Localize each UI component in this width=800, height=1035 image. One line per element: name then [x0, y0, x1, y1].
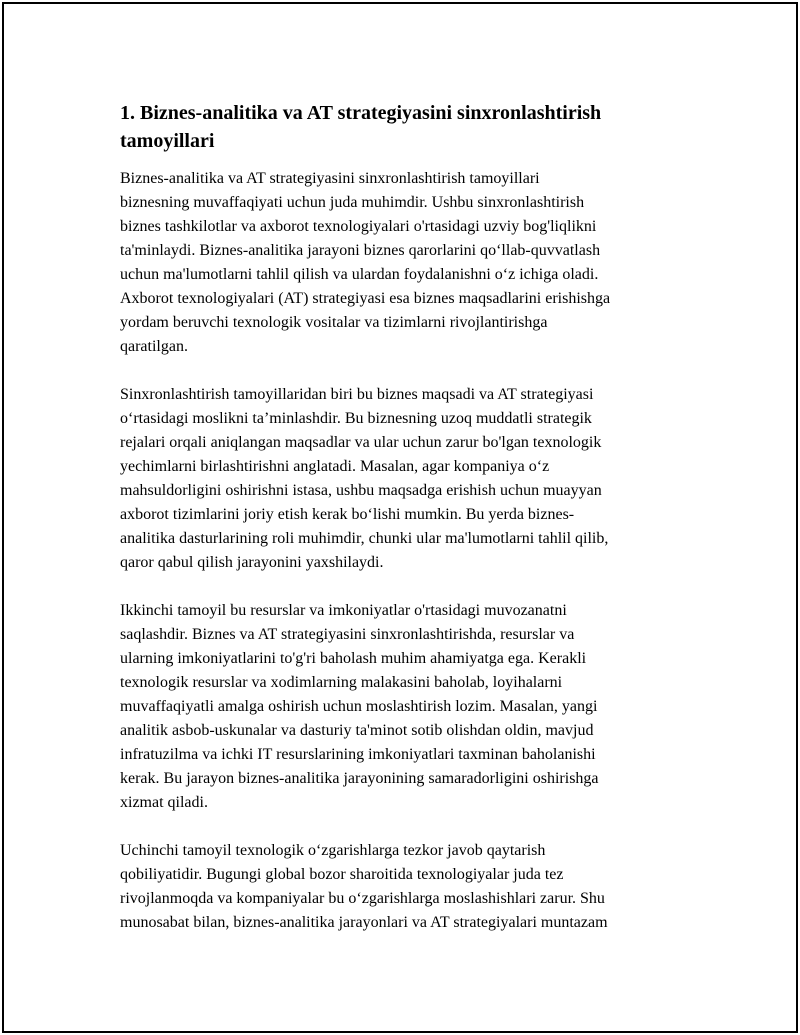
paragraph-2: Sinxronlashtirish tamoyillaridan biri bu biznes maqsadi va AT strategiyasi o‘rtasidagi moslikni ta’minlashdir. Bu biznesning uzoq muddatli strategik rejalari orqali aniqlangan maqsadlar va ular uchun zarur bo'lgan texnologik yechimlarni birlashtirishni anglatadi. Masalan, agar kompaniya o‘z mahsuldorligini oshirishni istasa, ushbu maqsadga erishish uchun muayyan axborot tizimlarini joriy etish kerak bo‘lishi mumkin. Bu yerda biznes- analitika dasturlarining roli muhimdir, chunki ular ma'lumotlarni tahlil qilib, qaror qabul qilish jarayonini yaxshilaydi.	[120, 386, 609, 571]
page-frame	[2, 2, 798, 1033]
document-body	[120, 99, 700, 959]
paragraph-4: Uchinchi tamoyil texnologik o‘zgarishlarga tezkor javob qaytarish qobiliyatidir. Bugungi global bozor sharoitida texnologiyalar juda tez rivojlanmoqda va kompaniyalar bu o‘zgarishlarga moslashishlari zarur. Shu munosabat bilan, biznes-analitika jarayonlari va AT strategiyalari muntazam	[120, 842, 608, 931]
section-heading: 1. Biznes-analitika va AT strategiyasini sinxronlashtirish tamoyillari	[120, 102, 602, 152]
paragraph-3: Ikkinchi tamoyil bu resurslar va imkoniyatlar o'rtasidagi muvozanatni saqlashdir. Biznes va AT strategiyasini sinxronlashtirishda, resurslar va ularning imkoniyatlarini to'g'ri baholash muhim ahamiyatga ega. Kerakli texnologik resurslar va xodimlarning malakasini baholab, loyihalarni muvaffaqiyatli amalga oshirish uchun moslashtirish lozim. Masalan, yangi analitik asbob-uskunalar va dasturiy ta'minot sotib olishdan oldin, mavjud infratuzilma va ichki IT resurslarining imkoniyatlari taxminan baholanishi kerak. Bu jarayon biznes-analitika jarayonining samaradorligini oshirishga xizmat qiladi.	[120, 602, 599, 811]
paragraph-1: Biznes-analitika va AT strategiyasini sinxronlashtirish tamoyillari biznesning muvaffaqiyati uchun juda muhimdir. Ushbu sinxronlashtirish biznes tashkilotlar va axborot texnologiyalari o'rtasidagi uzviy bog'liqlikni ta'minlaydi. Biznes-analitika jarayoni biznes qarorlarini qo‘llab-quvvatlash uchun ma'lumotlarni tahlil qilish va ulardan foydalanishni o‘z ichiga oladi. Axborot texnologiyalari (AT) strategiyasi esa biznes maqsadlarini erishishga yordam beruvchi texnologik vositalar va tizimlarni rivojlantirishga qaratilgan.	[120, 170, 611, 355]
